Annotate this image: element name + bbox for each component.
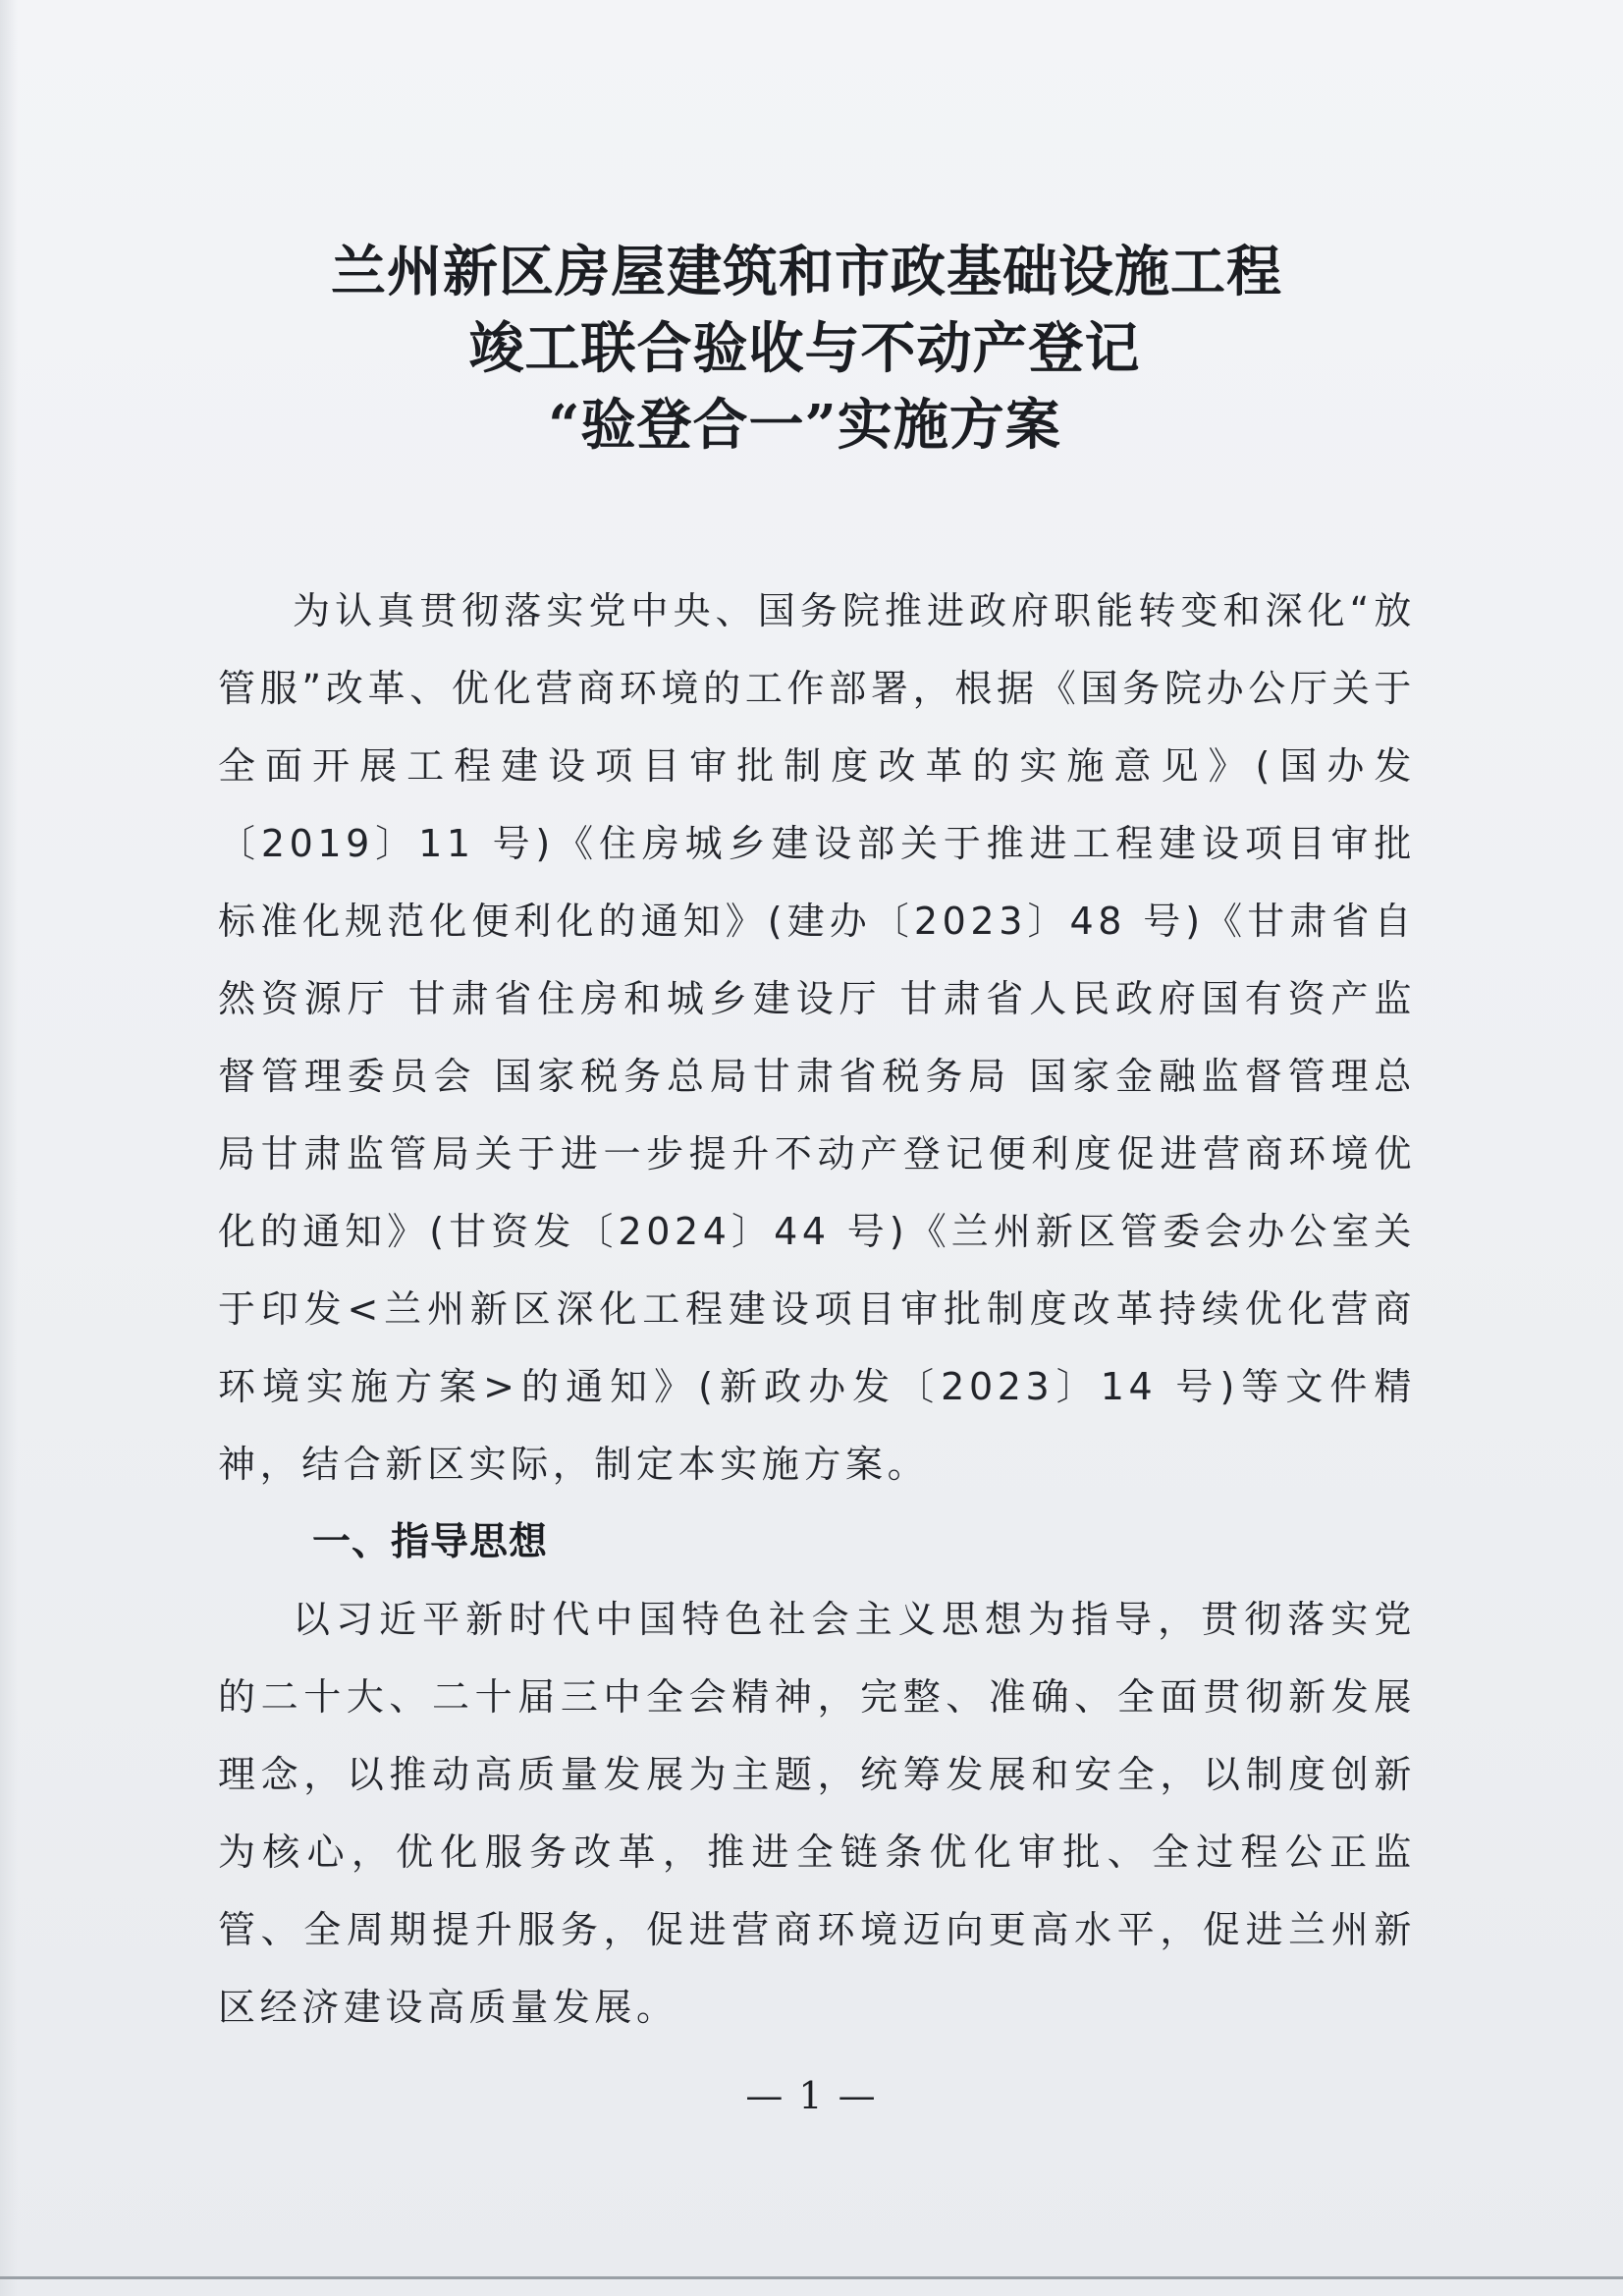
guiding-ideology-paragraph: 以习近平新时代中国特色社会主义思想为指导，贯彻落实党的二十大、二十届三中全会精神，完整、准确、全面贯彻新发展理念，以推动高质量发展为主题，统筹发展和安全，以制度创新为核心，优化服务改革，推进全链条优化审批、全过程公正监管、全周期提升服务，促进营商环境迈向更高水平，促进兰州新区经济建设高质量发展。: [218, 1598, 1416, 2029]
intro-paragraph: 为认真贯彻落实党中央、国务院推进政府职能转变和深化“放管服”改革、优化营商环境的工作部署，根据《国务院办公厅关于全面开展工程建设项目审批制度改革的实施意见》(国办发〔2019〕11 号)《住房城乡建设部关于推进工程建设项目审批标准化规范化便利化的通知》(建办〔2023〕48 号)《甘肃省自然资源厅 甘肃省住房和城乡建设厅 甘肃省人民政府国有资产监督管理委员会 国家税务总局甘肃省税务局 国家金融监督管理总局甘肃监管局关于进一步提升不动产登记便利度促进营商环境优化的通知》(甘资发〔2024〕44 号)《兰州新区管委会办公室关于印发<兰州新区深化工程建设项目审批制度改革持续优化营商环境实施方案>的通知》(新政办发〔2023〕14 号)等文件精神，结合新区实际，制定本实施方案。: [218, 589, 1416, 1486]
title-line-1: 兰州新区房屋建筑和市政基础设施工程: [331, 240, 1282, 304]
page-number: — 1 —: [745, 2074, 878, 2117]
scan-edge-line: [0, 2276, 1623, 2279]
title-line-3: “验登合一”实施方案: [548, 393, 1061, 458]
section-heading-guiding-ideology: 一、指导思想: [312, 1520, 549, 1564]
document-title: [0, 234, 1623, 464]
document-body: [218, 573, 1416, 2047]
title-line-2: 竣工联合验收与不动产登记: [468, 316, 1141, 381]
